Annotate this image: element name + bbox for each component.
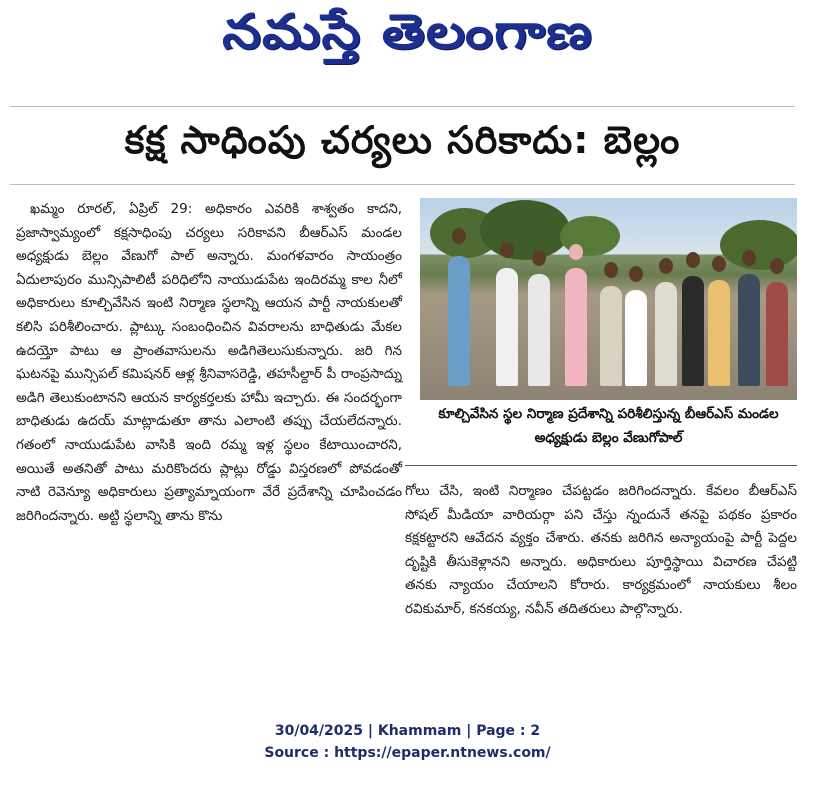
footer-source-line: Source : https://epaper.ntnews.com/	[264, 745, 551, 761]
masthead-divider	[10, 106, 795, 107]
footer	[0, 720, 815, 764]
article-paragraph-right: గోలు చేసి, ఇంటి నిర్మాణం చేపట్టడం జరిగిందన్నారు. కేవలం బీఆర్ఎస్ సోషల్ మీడియా వారియర్గా పని చేస్తు న్నందునే తనపై పథకం ప్రకారం కక్షకట్టారని ఆవేదన వ్యక్తం చేశారు. తనకు జరిగిన అన్యాయంపై పార్టీ పెద్దల దృష్టికి తీసుకెళ్లానని అన్నారు. అధికారులు పూర్తిస్థాయి విచారణ చేపట్టి తనకు న్యాయం చేయాలని కోరారు. కార్యక్రమంలో నాయకులు శీలం రవికుమార్, కనకయ్య, నవీన్ తదితరులు పాల్గొన్నారు.	[405, 483, 797, 617]
caption-divider	[405, 465, 797, 466]
article-body-left	[16, 198, 402, 528]
article-body-right	[405, 480, 797, 622]
news-photo	[420, 198, 797, 400]
footer-date-line: 30/04/2025 | Khammam | Page : 2	[274, 723, 541, 739]
article-paragraph-left: ఖమ్మం రూరల్, ఏప్రిల్ 29: అధికారం ఎవరికి శాశ్వతం కాదని, ప్రజాస్వామ్యంలో కక్షసాధింపు చర్యలు సరికావని బీఆర్ఎస్ మండల అధ్యక్షుడు బెల్లం వేణుగో పాల్ అన్నారు. మంగళవారం సాయంత్రం ఏదులాపురం మున్సిపాలిటీ పరిధిలోని నాయుడుపేట ఇందిరమ్మ కాల నీలో అధికారులు కూల్చివేసిన ఇంటి నిర్మాణ స్థలాన్ని ఆయన పార్టీ నాయకులతో కలిసి పరిశీలించారు. ప్లాట్కు సంబంధించిన వివరాలను బాధితుడు మేకల ఉదయ్తో పాటు ఆ ప్రాంతవాసులను అడిగితెలుసుకున్నారు. జరి గిన ఘటనపై మున్సిపల్ కమిషనర్ ఆళ్ల శ్రీనివాసరెడ్డి, తహసీల్దార్ పీ రాంప్రసాద్ను అడిగి తెలుకుంటానని ఆయన కార్యకర్తలకు హామీ ఇచ్చారు. ఈ సందర్భంగా బాధితుడు ఉదయ్ మాట్లాడుతూ తాను ఎలాంటి తప్పు చేయలేదన్నారు. గతంలో నాయుడుపేట వాసికి ఇంది రమ్మ ఇళ్ల స్థలం కేటాయించారని, అయితే అతనితో పాటు మరికొందరు ప్లాట్లు రోడ్డు విస్తరణలో పోవడంతో నాటి రెవెన్యూ అధికారులు ప్రత్యామ్నాయంగా వేరే ప్రదేశాన్ని చూపించడం జరిగిందన్నారు. అట్టి స్థలాన్ని తాను కొను	[16, 201, 402, 524]
photo-caption: కూల్చివేసిన స్థల నిర్మాణ ప్రదేశాన్ని పరిశీలిస్తున్న బీఆర్ఎస్ మండల అధ్యక్షుడు బెల్లం వేణుగోపాల్	[438, 406, 779, 446]
headline-divider	[10, 184, 795, 185]
masthead-title: నమస్తే తెలంగాణ	[222, 4, 593, 60]
article-headline: కక్ష సాధింపు చర్యలు సరికాదు: బెల్లం	[124, 118, 681, 162]
masthead	[0, 0, 815, 100]
